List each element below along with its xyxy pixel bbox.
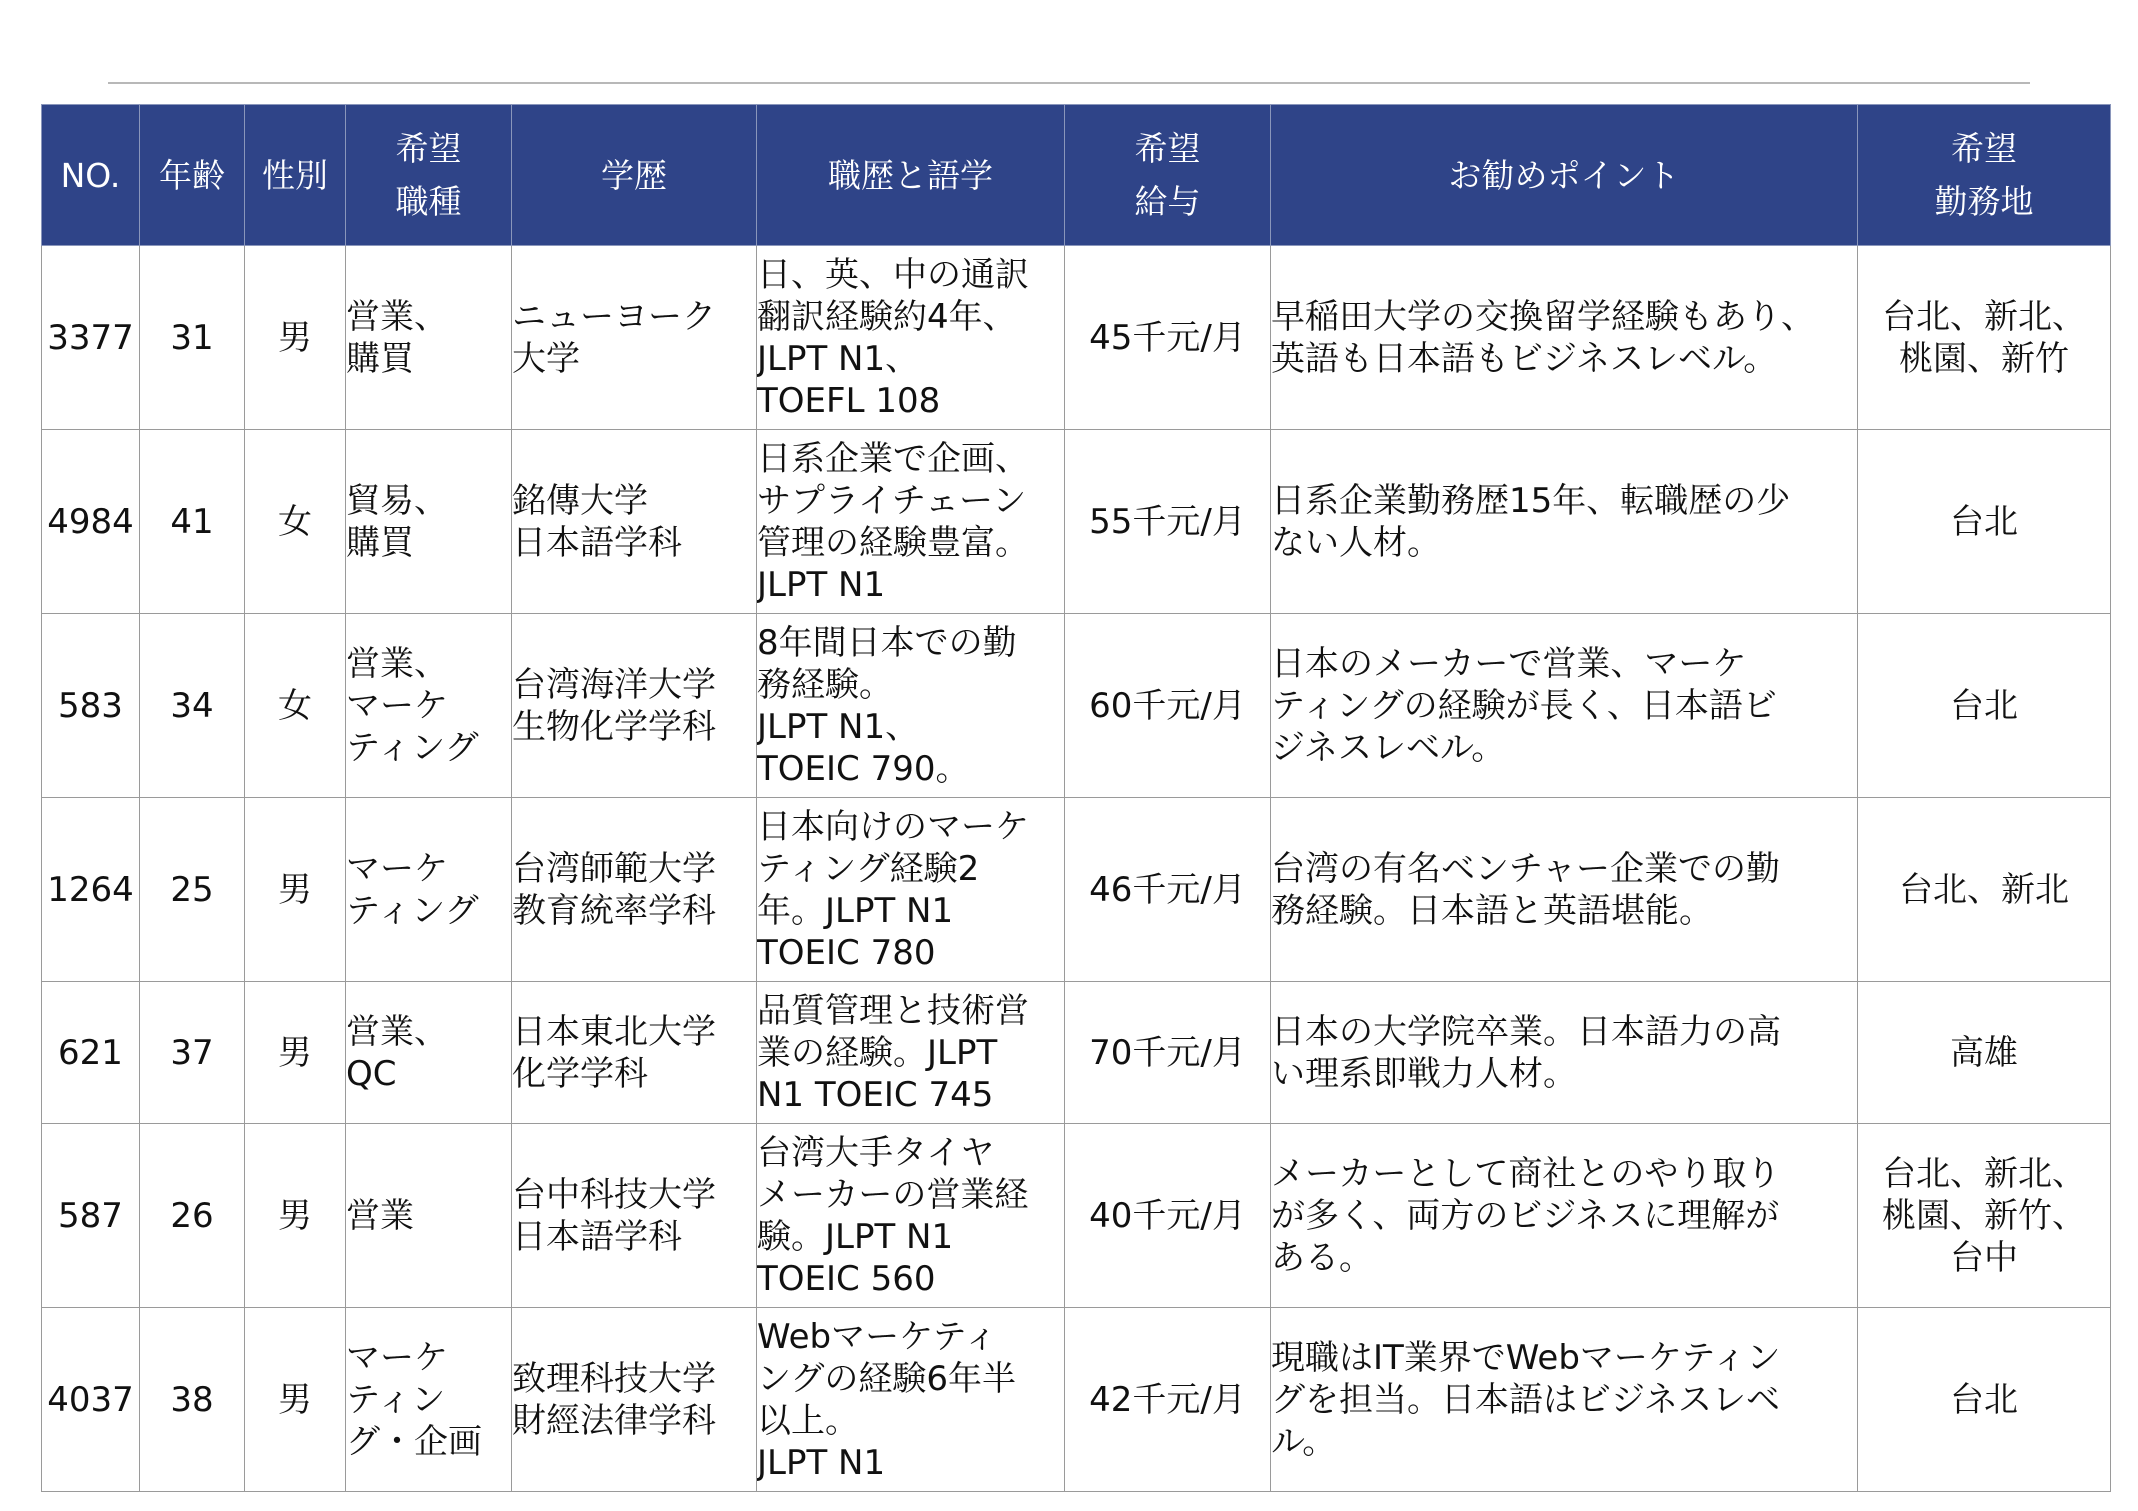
- cell-gender: 女: [245, 430, 346, 614]
- table-body: [42, 246, 2111, 1492]
- top-divider: [108, 82, 2030, 84]
- cell-education: 日本東北大学 化学学科: [512, 982, 757, 1124]
- cell-age: 26: [140, 1124, 245, 1308]
- header-age: 年齢: [140, 105, 245, 246]
- cell-career: 日系企業で企画、 サプライチェーン 管理の経験豊富。 JLPT N1: [757, 430, 1065, 614]
- cell-job: マーケ ティン グ・企画: [346, 1308, 512, 1492]
- header-gender: 性別: [245, 105, 346, 246]
- cell-location: 台北、新北、 桃園、新竹、 台中: [1858, 1124, 2111, 1308]
- cell-job: 営業、 QC: [346, 982, 512, 1124]
- header-recommendation: お勧めポイント: [1271, 105, 1858, 246]
- table-row: [42, 1308, 2111, 1492]
- cell-gender: 男: [245, 246, 346, 430]
- cell-gender: 男: [245, 1124, 346, 1308]
- cell-gender: 男: [245, 982, 346, 1124]
- header-desired-location: 希望 勤務地: [1858, 105, 2111, 246]
- cell-age: 38: [140, 1308, 245, 1492]
- cell-career: Webマーケティ ングの経験6年半 以上。 JLPT N1: [757, 1308, 1065, 1492]
- cell-gender: 男: [245, 1308, 346, 1492]
- cell-point: 日系企業勤務歴15年、転職歴の少 ない人材。: [1271, 430, 1858, 614]
- cell-salary: 40千元/月: [1065, 1124, 1271, 1308]
- cell-point: 日本のメーカーで営業、マーケ ティングの経験が長く、日本語ビ ジネスレベル。: [1271, 614, 1858, 798]
- cell-no: 3377: [42, 246, 140, 430]
- cell-salary: 42千元/月: [1065, 1308, 1271, 1492]
- cell-location: 高雄: [1858, 982, 2111, 1124]
- cell-age: 37: [140, 982, 245, 1124]
- cell-location: 台北、新北: [1858, 798, 2111, 982]
- cell-career: 品質管理と技術営 業の経験。JLPT N1 TOEIC 745: [757, 982, 1065, 1124]
- cell-education: 台中科技大学 日本語学科: [512, 1124, 757, 1308]
- cell-age: 41: [140, 430, 245, 614]
- cell-location: 台北: [1858, 430, 2111, 614]
- table-row: [42, 614, 2111, 798]
- cell-age: 25: [140, 798, 245, 982]
- cell-education: ニューヨーク 大学: [512, 246, 757, 430]
- cell-location: 台北: [1858, 614, 2111, 798]
- cell-education: 台湾海洋大学 生物化学学科: [512, 614, 757, 798]
- cell-age: 34: [140, 614, 245, 798]
- cell-age: 31: [140, 246, 245, 430]
- cell-education: 銘傳大学 日本語学科: [512, 430, 757, 614]
- table-row: [42, 798, 2111, 982]
- candidate-table: [41, 104, 2111, 1492]
- cell-salary: 60千元/月: [1065, 614, 1271, 798]
- cell-career: 台湾大手タイヤ メーカーの営業経 験。JLPT N1 TOEIC 560: [757, 1124, 1065, 1308]
- table-row: [42, 982, 2111, 1124]
- header-row: [42, 105, 2111, 246]
- cell-salary: 70千元/月: [1065, 982, 1271, 1124]
- cell-no: 1264: [42, 798, 140, 982]
- cell-location: 台北: [1858, 1308, 2111, 1492]
- header-career-language: 職歴と語学: [757, 105, 1065, 246]
- header-education: 学歴: [512, 105, 757, 246]
- header-desired-job: 希望 職種: [346, 105, 512, 246]
- cell-no: 587: [42, 1124, 140, 1308]
- cell-no: 583: [42, 614, 140, 798]
- header-no: NO.: [42, 105, 140, 246]
- cell-no: 621: [42, 982, 140, 1124]
- cell-salary: 46千元/月: [1065, 798, 1271, 982]
- cell-salary: 45千元/月: [1065, 246, 1271, 430]
- cell-job: 貿易、 購買: [346, 430, 512, 614]
- table-header: [42, 105, 2111, 246]
- cell-gender: 女: [245, 614, 346, 798]
- header-desired-salary: 希望 給与: [1065, 105, 1271, 246]
- table-row: [42, 430, 2111, 614]
- cell-point: 日本の大学院卒業。日本語力の高 い理系即戦力人材。: [1271, 982, 1858, 1124]
- cell-gender: 男: [245, 798, 346, 982]
- cell-education: 致理科技大学 財經法律学科: [512, 1308, 757, 1492]
- cell-career: 8年間日本での勤 務経験。 JLPT N1、 TOEIC 790。: [757, 614, 1065, 798]
- cell-job: マーケ ティング: [346, 798, 512, 982]
- cell-career: 日、英、中の通訳 翻訳経験約4年、 JLPT N1、 TOEFL 108: [757, 246, 1065, 430]
- cell-job: 営業、 マーケ ティング: [346, 614, 512, 798]
- cell-no: 4037: [42, 1308, 140, 1492]
- cell-salary: 55千元/月: [1065, 430, 1271, 614]
- cell-location: 台北、新北、 桃園、新竹: [1858, 246, 2111, 430]
- cell-point: 台湾の有名ベンチャー企業での勤 務経験。日本語と英語堪能。: [1271, 798, 1858, 982]
- cell-education: 台湾師範大学 教育統率学科: [512, 798, 757, 982]
- cell-point: メーカーとして商社とのやり取り が多く、両方のビジネスに理解が ある。: [1271, 1124, 1858, 1308]
- cell-point: 現職はIT業界でWebマーケティン グを担当。日本語はビジネスレベ ル。: [1271, 1308, 1858, 1492]
- table-row: [42, 246, 2111, 430]
- cell-job: 営業、 購買: [346, 246, 512, 430]
- cell-career: 日本向けのマーケ ティング経験2 年。JLPT N1 TOEIC 780: [757, 798, 1065, 982]
- cell-no: 4984: [42, 430, 140, 614]
- cell-job: 営業: [346, 1124, 512, 1308]
- table-row: [42, 1124, 2111, 1308]
- cell-point: 早稲田大学の交換留学経験もあり、 英語も日本語もビジネスレベル。: [1271, 246, 1858, 430]
